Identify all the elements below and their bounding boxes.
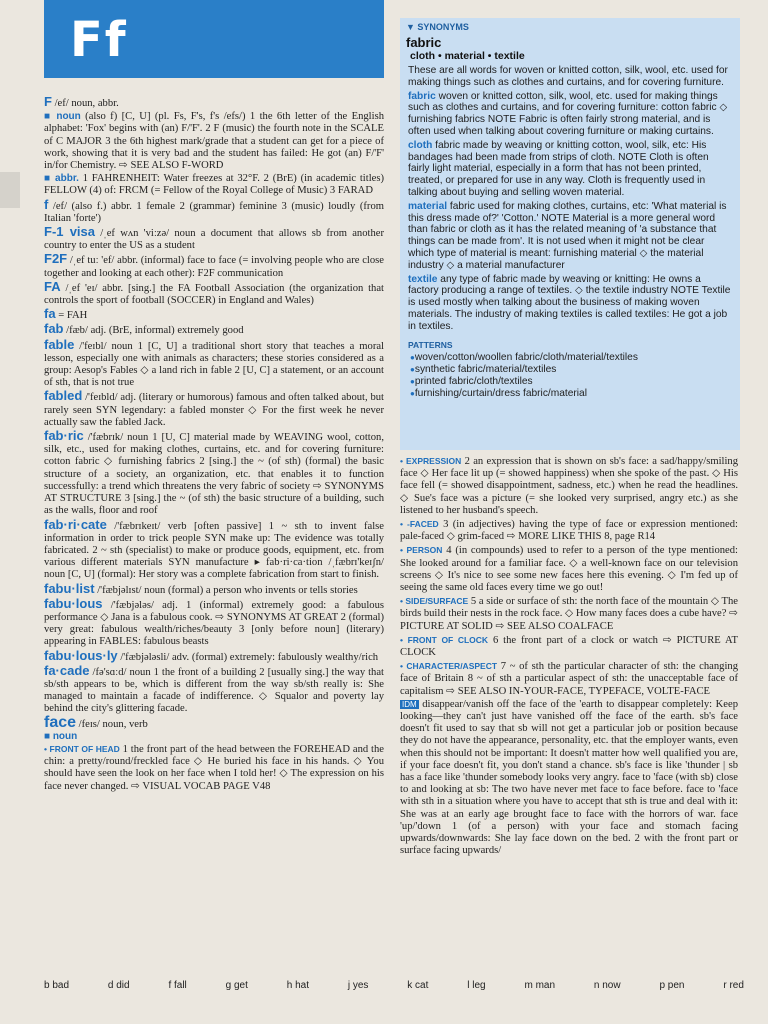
headword: ■ abbr. [44, 173, 79, 185]
definition: 6 the front part of a clock or watch ⇨ PICTURE AT CLOCK [400, 634, 738, 659]
pattern-item: ● synthetic fabric/material/textiles [410, 364, 732, 376]
definition: 2 an expression that is shown on sb's face: a sad/happy/smiling face ◇ Her face lit up (= showed happiness) when she spoke of the past. ◇ His face fell (= showed disappointment, sadness, etc.) when he read the headlines. ◇ Sue's face was a picture (= she looked very surprised, angry etc.) as she listened to her husband's speech. [400, 456, 738, 516]
sense-label: • PERSON [400, 545, 443, 556]
synonym-word: material [408, 200, 448, 212]
headword: fab·ric [44, 428, 84, 444]
synonyms-intro: These are all words for woven or knitted cotton, silk, wool, etc. used for making things such as clothes and curtains, and for covering furniture. [408, 65, 728, 88]
key-item: k cat [407, 980, 429, 991]
definition: 7 ~ of sth the particular character of sth: the changing face of Britain 8 ~ of sth a particular aspect of sth: the unacceptable face of capitalism ⇨ SEE ALSO IN-YOUR-FACE, TYPEFACE, VOLTE-FACE [400, 661, 738, 697]
face-pronunciation: /feɪs/ noun, verb [76, 718, 148, 730]
definition: /'fæbrɪk/ noun 1 [U, C] material made by WEAVING wool, cotton, silk, etc., used for making clothes, curtains, etc. and for covering furniture: cotton fabric ◇ furnishing fabrics 2 [sing.] the ~ (of sth) (formal) the basic structure of a society, an organization, etc. that enables it to function successfully: a trend which threatens the very fabric of society ⇨ SYNONYMS AT STRUCTURE 3 [sing.] the ~ (of sth) the basic structure of a building, such as the walls, floor and roof [44, 432, 384, 517]
sense-label: • EXPRESSION [400, 456, 462, 466]
headword: fabu·lous·ly [44, 647, 118, 663]
patterns-header: PATTERNS [408, 339, 453, 350]
synonym-text: any type of fabric made by weaving or knitting: He owns a factory producing a range of textiles. ◇ the textile industry NOTE Textile is used mostly when talking about the business of making woven materials. The industry of making textiles is called textiles: He got a job in textiles. [408, 273, 731, 332]
thumb-index-tab [0, 172, 20, 208]
headword: fab [44, 321, 64, 337]
definition: 5 a side or surface of sth: the north face of the mountain ◇ The birds build their nests in the rock face. ◇ How many faces does a cube have? ⇨ PICTURE AT SOLID ⇨ SEE ALSO COALFACE [400, 596, 738, 632]
entry-f-lower [44, 196, 384, 225]
entry-fabulously [44, 647, 384, 664]
sense-person [400, 544, 738, 594]
definition: /'feɪbl/ noun 1 [C, U] a traditional short story that teaches a moral lesson, especially one with animals as characters; these stories considered as a group: Aesop's Fables ◇ a land rich in fable 2 [U, C] a statement, or an account of sth, that is not true [44, 340, 384, 389]
headword: fable [44, 336, 75, 352]
entry-fabric [44, 430, 384, 517]
definition: 1 the front part of the head between the FOREHEAD and the chin: a pretty/round/freckled face ◇ He buried his face in his hands. ◇ You should have seen the look on her face when I told her! ◇ The expression on his face never changed. ⇨ VISUAL VOCAB PAGE V48 [44, 743, 384, 792]
synonyms-header: ▼ SYNONYMS [406, 22, 469, 32]
sense-character-aspect [400, 660, 738, 698]
entry-fabulous [44, 595, 384, 649]
idioms [400, 699, 738, 858]
entry-f1-visa [44, 226, 384, 252]
synonym-item [408, 140, 732, 199]
synonyms-subtitle: cloth • material • textile [410, 50, 525, 62]
synonym-item [408, 91, 732, 138]
definition: (also f) [C, U] (pl. Fs, F's, f's /efs/) 1 the 6th letter of the English alphabet: 'Fox' begins with (an) F/'F'. 2 F (music) the fourth note in the SCALE of C MAJOR 3 the 6th highest mark/grade that a student can get for a piece of work, showing that it is very bad and the student has failed: He got (an) F/'F' in/for Chemistry. ⇨ SEE ALSO F-WORD [44, 111, 384, 172]
headword: F2F [44, 251, 68, 267]
right-column [400, 455, 738, 859]
synonym-item [408, 201, 732, 272]
headword: fabled [44, 388, 83, 404]
synonyms-title: fabric [406, 35, 442, 50]
definition: /'fæbjələs/ adj. 1 (informal) extremely good: a fabulous performance ◇ Jana is a fabulous cook. ⇨ SYNONYMS AT GREAT 2 (formal) very great: fabulous wealth/riches/beauty 3 [only before noun] (literary) appearing in FABLES: fabulous beasts [44, 599, 384, 648]
definition: 3 (in adjectives) having the type of face or expression mentioned: pale-faced ◇ grim-faced ⇨ MORE LIKE THIS 8, page R14 [400, 519, 738, 543]
pattern-item: ● woven/cotton/woollen fabric/cloth/material/textiles [410, 352, 732, 364]
entry-facade [44, 662, 384, 716]
entry-f-noun [44, 111, 384, 172]
definition: = FAH [55, 310, 88, 322]
headword: ■ noun [44, 111, 81, 123]
entry-face [44, 713, 384, 793]
synonym-item [408, 274, 732, 333]
headword: fa·cade [44, 662, 90, 678]
definition: /'fæbjələsli/ adv. (formal) extremely: fabulously wealthy/rich [117, 651, 379, 663]
entry-fa-fah [44, 308, 384, 322]
entry-fab [44, 323, 384, 337]
definition: /ef/ (also f.) abbr. 1 female 2 (grammar) feminine 3 (music) loudly (from Italian 'forte') [44, 200, 384, 224]
entry-fabulist [44, 580, 384, 597]
definition: disappear/vanish off the face of the 'earth to disappear completely: Keep looking—they can't just have vanished off the face of the earth. sb's face doesn't fit used to say that sb will not get a particular job or position because they do not have the appearance, personality, etc. that the employer wants, even when this should not be important: It doesn't matter how well qualified you are, if your face doesn't fit, you don't stand a chance. sb's face is like 'thunder | sb has a face like 'thunder somebody looks very angry. face to 'face (with sb) close to and looking at sb: The two have never met face to face before. face to 'face with sth in a situation where you have to accept that sth is true and deal with it: She was at an early age brought face to face with the horrors of war. face 'up/'down 1 (of a person) with your face and stomach facing upwards/downwards: She lay face down on the bed. 2 with the front part or surface facing upwards/ [400, 698, 738, 857]
definition: /'feɪbld/ adj. (literary or humorous) famous and often talked about, but rarely seen SYN legendary: a fabled monster ◇ For the first week he never actually saw the fabled Jack. [44, 392, 384, 428]
headword: fabu·lous [44, 595, 103, 611]
key-item: j yes [347, 980, 369, 991]
definition: 4 (in compounds) used to refer to a person of the type mentioned: She looked around for a familiar face. ◇ a well-known face on our television screens ◇ It's nice to see some new faces here this evening. ◇ I'm fed up of seeing the same old faces every time we go out! [400, 545, 738, 594]
letter-title: Ff [70, 12, 128, 68]
key-item: h hat [286, 980, 309, 991]
letter-header [44, 0, 384, 78]
synonym-word: cloth [408, 139, 433, 151]
entry-f-abbr [44, 173, 384, 197]
definition: /ef/ noun, abbr. [51, 98, 119, 109]
definition: /'fæbrɪkeɪt/ verb [often passive] 1 ~ sth to invent false information in order to trick people SYN make up: The evidence was totally fabricated. 2 ~ sth (specialist) to make or produce goods, equipment, etc. from various different materials SYN manufacture ▸ fab·ri·ca·tion /ˌfæbrɪ'keɪʃn/ noun [C, U] (formal): Her story was a complete fabrication from start to finish. [44, 520, 384, 581]
key-item: d did [107, 980, 130, 991]
entry-fa [44, 278, 384, 307]
key-item: n now [593, 980, 621, 991]
sense-expression [400, 455, 738, 517]
synonyms-box [400, 18, 740, 450]
headword: FA [44, 278, 61, 294]
sense-faced [400, 518, 738, 543]
definition: /ˌef tuː 'ef/ abbr. (informal) face to face (= involving people who are close together and looking at each other): F2F communication [44, 255, 384, 279]
left-column [44, 96, 384, 794]
face-noun-label: ■ noun [44, 730, 78, 742]
key-item: m man [524, 980, 556, 991]
key-item: p pen [659, 980, 685, 991]
entry-f2f [44, 253, 384, 279]
sense-label: • SIDE/SURFACE [400, 596, 469, 607]
sense-side-surface [400, 595, 738, 633]
key-item: b bad [44, 980, 70, 991]
sense-label: • FRONT OF CLOCK [400, 634, 489, 645]
definition: /fæb/ adj. (BrE, informal) extremely good [63, 325, 244, 337]
synonym-text: fabric made by weaving or knitting cotton, wool, silk, etc: His bandages had been made from strips of cloth. NOTE Cloth is often fairly light material, especially in a form that has not been printed, treated, or prepared for use in any way. Cloth is frequently used in talking about buying and selling woven material. [408, 139, 709, 198]
synonyms-body [400, 62, 740, 338]
headword-face: face [44, 713, 77, 731]
key-item: g get [225, 980, 248, 991]
definition: /'fæbjəlɪst/ noun (formal) a person who invents or tells stories [94, 584, 358, 596]
synonym-text: fabric used for making clothes, curtains, etc: 'What material is this dress made of?' 'Cotton.' NOTE Material is a more general word than fabric or cloth as it has the related meaning of 'a substance that things can be made from'. It is not used when it might not be clear which type of material is meant: furnishing material ◇ the material industry ◇ a material manufacturer [408, 200, 727, 271]
entry-fabricate [44, 516, 384, 582]
headword: fa [44, 306, 56, 322]
key-item: r red [723, 980, 744, 991]
entry-f [44, 96, 384, 110]
headword: fabu·list [44, 580, 95, 596]
definition: /ˌef 'eɪ/ abbr. [sing.] the FA Football Association (the organization that controls the sport of football (SOCCER) in England and Wales) [44, 282, 384, 307]
sense-label: • -FACED [400, 519, 439, 530]
sense-label: • CHARACTER/ASPECT [400, 661, 498, 672]
sense-label: • FRONT OF HEAD [44, 743, 120, 754]
synonym-word: fabric [408, 90, 436, 102]
definition: /ˌef wʌn 'viːzə/ noun a document that allows sb from another country to enter the US as a student [44, 228, 384, 252]
headword: f [44, 196, 49, 212]
key-item: l leg [467, 980, 486, 991]
pattern-item: ● furnishing/curtain/dress fabric/material [410, 388, 732, 400]
pattern-item: ● printed fabric/cloth/textiles [410, 376, 732, 388]
synonym-word: textile [408, 273, 438, 285]
headword: fab·ri·cate [44, 516, 107, 532]
key-item: f fall [168, 980, 187, 991]
patterns-list [400, 352, 740, 400]
headword: F-1 visa [44, 224, 96, 240]
entry-fabled [44, 390, 384, 429]
definition: /fə'sɑːd/ noun 1 the front of a building 2 [usually sing.] the way that sb/sth appears to be, which is different from the way sb/sth really is: She managed to maintain a facade of indifference. ◇ Squalor and poverty lay behind the city's glittering facade. [44, 666, 384, 715]
synonym-text: woven or knitted cotton, silk, wool, etc. used for making things such as clothes and curtains, and for covering furniture: cotton fabric ◇ furnishing fabrics NOTE Fabric is often fairly strong material, and is often used when talking about covering furniture or making curtains. [408, 90, 728, 137]
pronunciation-key-footer [44, 980, 744, 991]
sense-front-of-clock [400, 634, 738, 659]
headword: F [44, 94, 52, 109]
entry-fable [44, 336, 384, 390]
definition: 1 FAHRENHEIT: Water freezes at 32°F. 2 (BrE) (in academic titles) FELLOW (4) of: FRCM (= Fellow of the Royal College of Music) 3 FARAD [44, 173, 384, 197]
idiom-badge: IDM [402, 699, 417, 709]
